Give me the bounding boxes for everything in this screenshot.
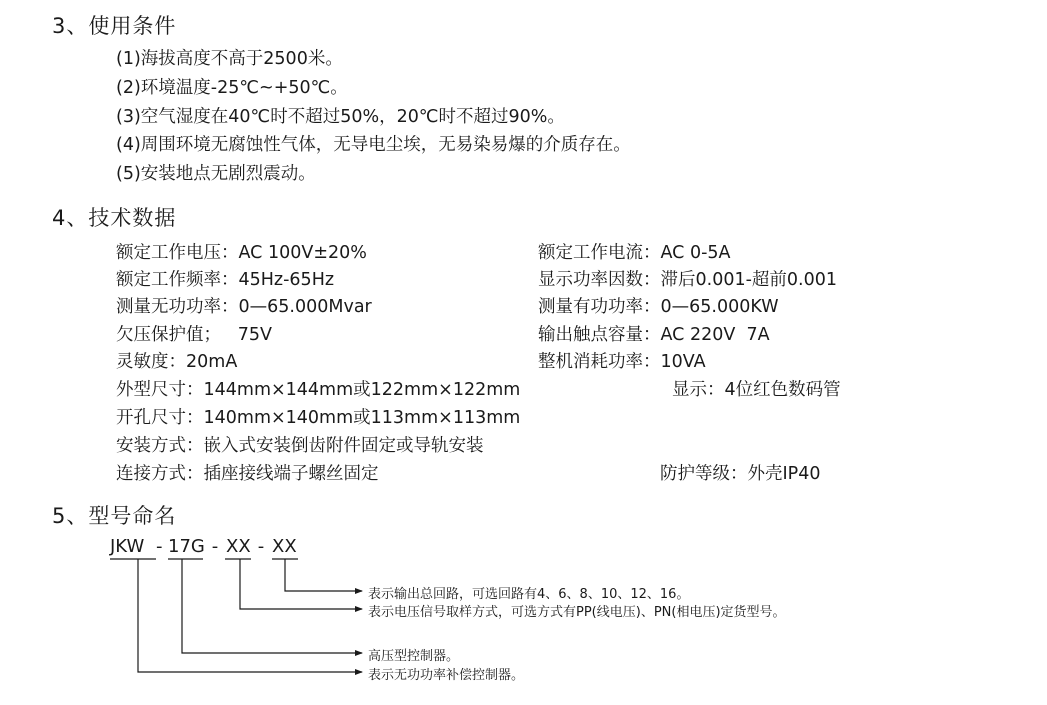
spec-output-capacity: 输出触点容量：AC 220V 7A	[538, 325, 770, 345]
condition-item-2: (2)环境温度-25℃~+50℃。	[116, 78, 348, 98]
spec-protection: 防护等级：外壳IP40	[660, 464, 821, 484]
leader-prefix	[138, 559, 362, 672]
spec-cutout-size: 开孔尺寸：140mm×140mm或113mm×113mm	[116, 408, 521, 428]
desc-series: 高压型控制器。	[368, 649, 460, 664]
spec-active-power: 测量有功功率：0—65.000KW	[538, 297, 779, 317]
leader-series	[182, 559, 362, 653]
desc-sampling: 表示电压信号取样方式，可选方式有PP(线电压)、PN(相电压)定货型号。	[368, 605, 786, 620]
spec-reactive-power: 测量无功功率：0—65.000Mvar	[116, 297, 372, 317]
section-3-title: 3、使用条件	[52, 14, 177, 38]
model-code-prefix: JKW	[110, 536, 145, 557]
spec-sensitivity: 灵敏度：20mA	[116, 352, 238, 372]
desc-circuits: 表示输出总回路，可选回路有4、6、8、10、12、16。	[368, 587, 690, 602]
spec-rated-current: 额定工作电流：AC 0-5A	[538, 243, 731, 263]
spec-consumption: 整机消耗功率：10VA	[538, 352, 706, 372]
spec-rated-voltage: 额定工作电压：AC 100V±20%	[116, 243, 367, 263]
leader-sampling	[240, 559, 362, 609]
section-4-title: 4、技术数据	[52, 206, 177, 230]
desc-prefix: 表示无功功率补偿控制器。	[368, 668, 525, 683]
spec-display: 显示：4位红色数码管	[672, 380, 841, 400]
model-code-dash-3: -	[252, 536, 270, 557]
spec-undervoltage: 欠压保护值； 75V	[116, 325, 272, 345]
condition-item-5: (5)安装地点无剧烈震动。	[116, 164, 316, 184]
spec-power-factor: 显示功率因数：滞后0.001-超前0.001	[538, 270, 838, 290]
condition-item-1: (1)海拔高度不高于2500米。	[116, 49, 343, 69]
model-code-circuits: XX	[272, 536, 297, 557]
spec-outline-size: 外型尺寸：144mm×144mm或122mm×122mm	[116, 380, 521, 400]
condition-item-3: (3)空气湿度在40℃时不超过50%，20℃时不超过90%。	[116, 107, 565, 127]
model-code-sampling: XX	[226, 536, 251, 557]
leader-circuits	[285, 559, 362, 591]
section-5-title: 5、型号命名	[52, 504, 177, 528]
model-code-series: 17G	[168, 536, 205, 557]
spec-connection: 连接方式：插座接线端子螺丝固定	[116, 464, 379, 484]
spec-frequency: 额定工作频率：45Hz-65Hz	[116, 270, 335, 290]
spec-mounting: 安装方式：嵌入式安装倒齿附件固定或导轨安装	[116, 436, 484, 456]
model-code-dash-1: -	[156, 536, 163, 557]
condition-item-4: (4)周围环境无腐蚀性气体，无导电尘埃，无易染易爆的介质存在。	[116, 135, 631, 155]
model-code-dash-2: -	[206, 536, 224, 557]
